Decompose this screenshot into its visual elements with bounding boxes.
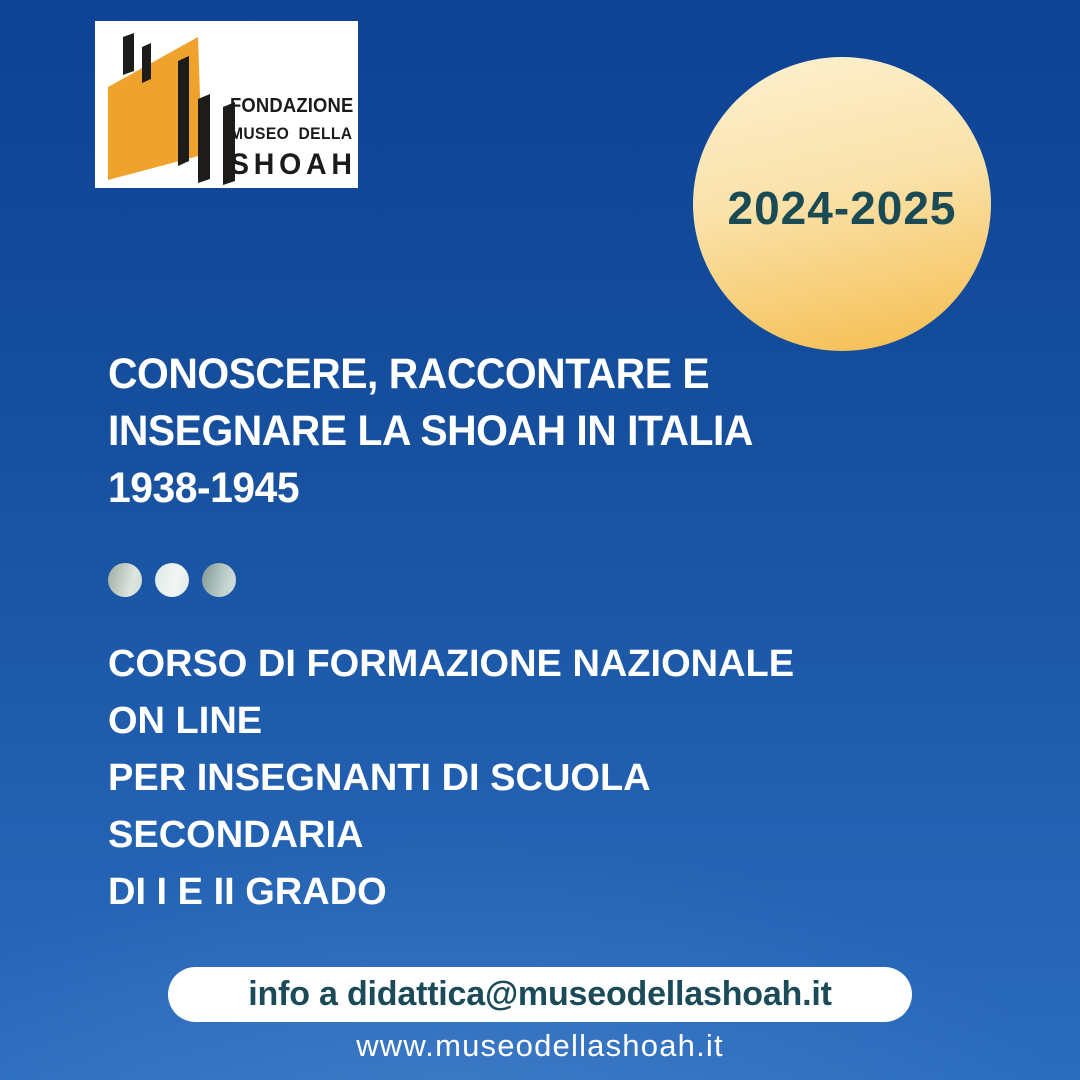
- headline-line-1: CONOSCERE, RACCONTARE E: [108, 350, 710, 398]
- course-line-1: CORSO DI FORMAZIONE NAZIONALE: [108, 643, 795, 685]
- logo-wordmark: [230, 21, 358, 188]
- year-badge-circle: [693, 57, 991, 351]
- decorative-dot-1: [108, 563, 142, 597]
- course-description: [108, 636, 794, 921]
- headline: [108, 346, 753, 517]
- headline-line-2: INSEGNARE LA SHOAH IN ITALIA: [108, 407, 753, 455]
- course-line-2: ON LINE: [108, 700, 263, 742]
- course-line-4: SECONDARIA: [108, 814, 364, 856]
- museo-shoah-logo-icon: [95, 21, 240, 188]
- fondazione-museo-shoah-logo: [95, 21, 358, 188]
- website-link[interactable]: www.museodellashoah.it: [356, 1028, 724, 1063]
- course-line-3: PER INSEGNANTI DI SCUOLA: [108, 757, 651, 799]
- logo-line-fondazione: FONDAZIONE: [230, 95, 354, 117]
- year-badge-label: 2024-2025: [727, 182, 957, 234]
- logo-line-shoah: SHOAH: [230, 148, 357, 181]
- decorative-dot-2: [155, 563, 189, 597]
- decorative-dot-3: [202, 563, 236, 597]
- contact-email-text: info a didattica@museodellashoah.it: [248, 975, 832, 1013]
- headline-line-3: 1938-1945: [108, 464, 300, 512]
- course-line-5: DI I E II GRADO: [108, 871, 387, 913]
- decorative-dots: [108, 563, 236, 597]
- contact-email-pill[interactable]: [168, 967, 912, 1022]
- logo-line-museo-della: MUSEO DELLA: [230, 124, 353, 143]
